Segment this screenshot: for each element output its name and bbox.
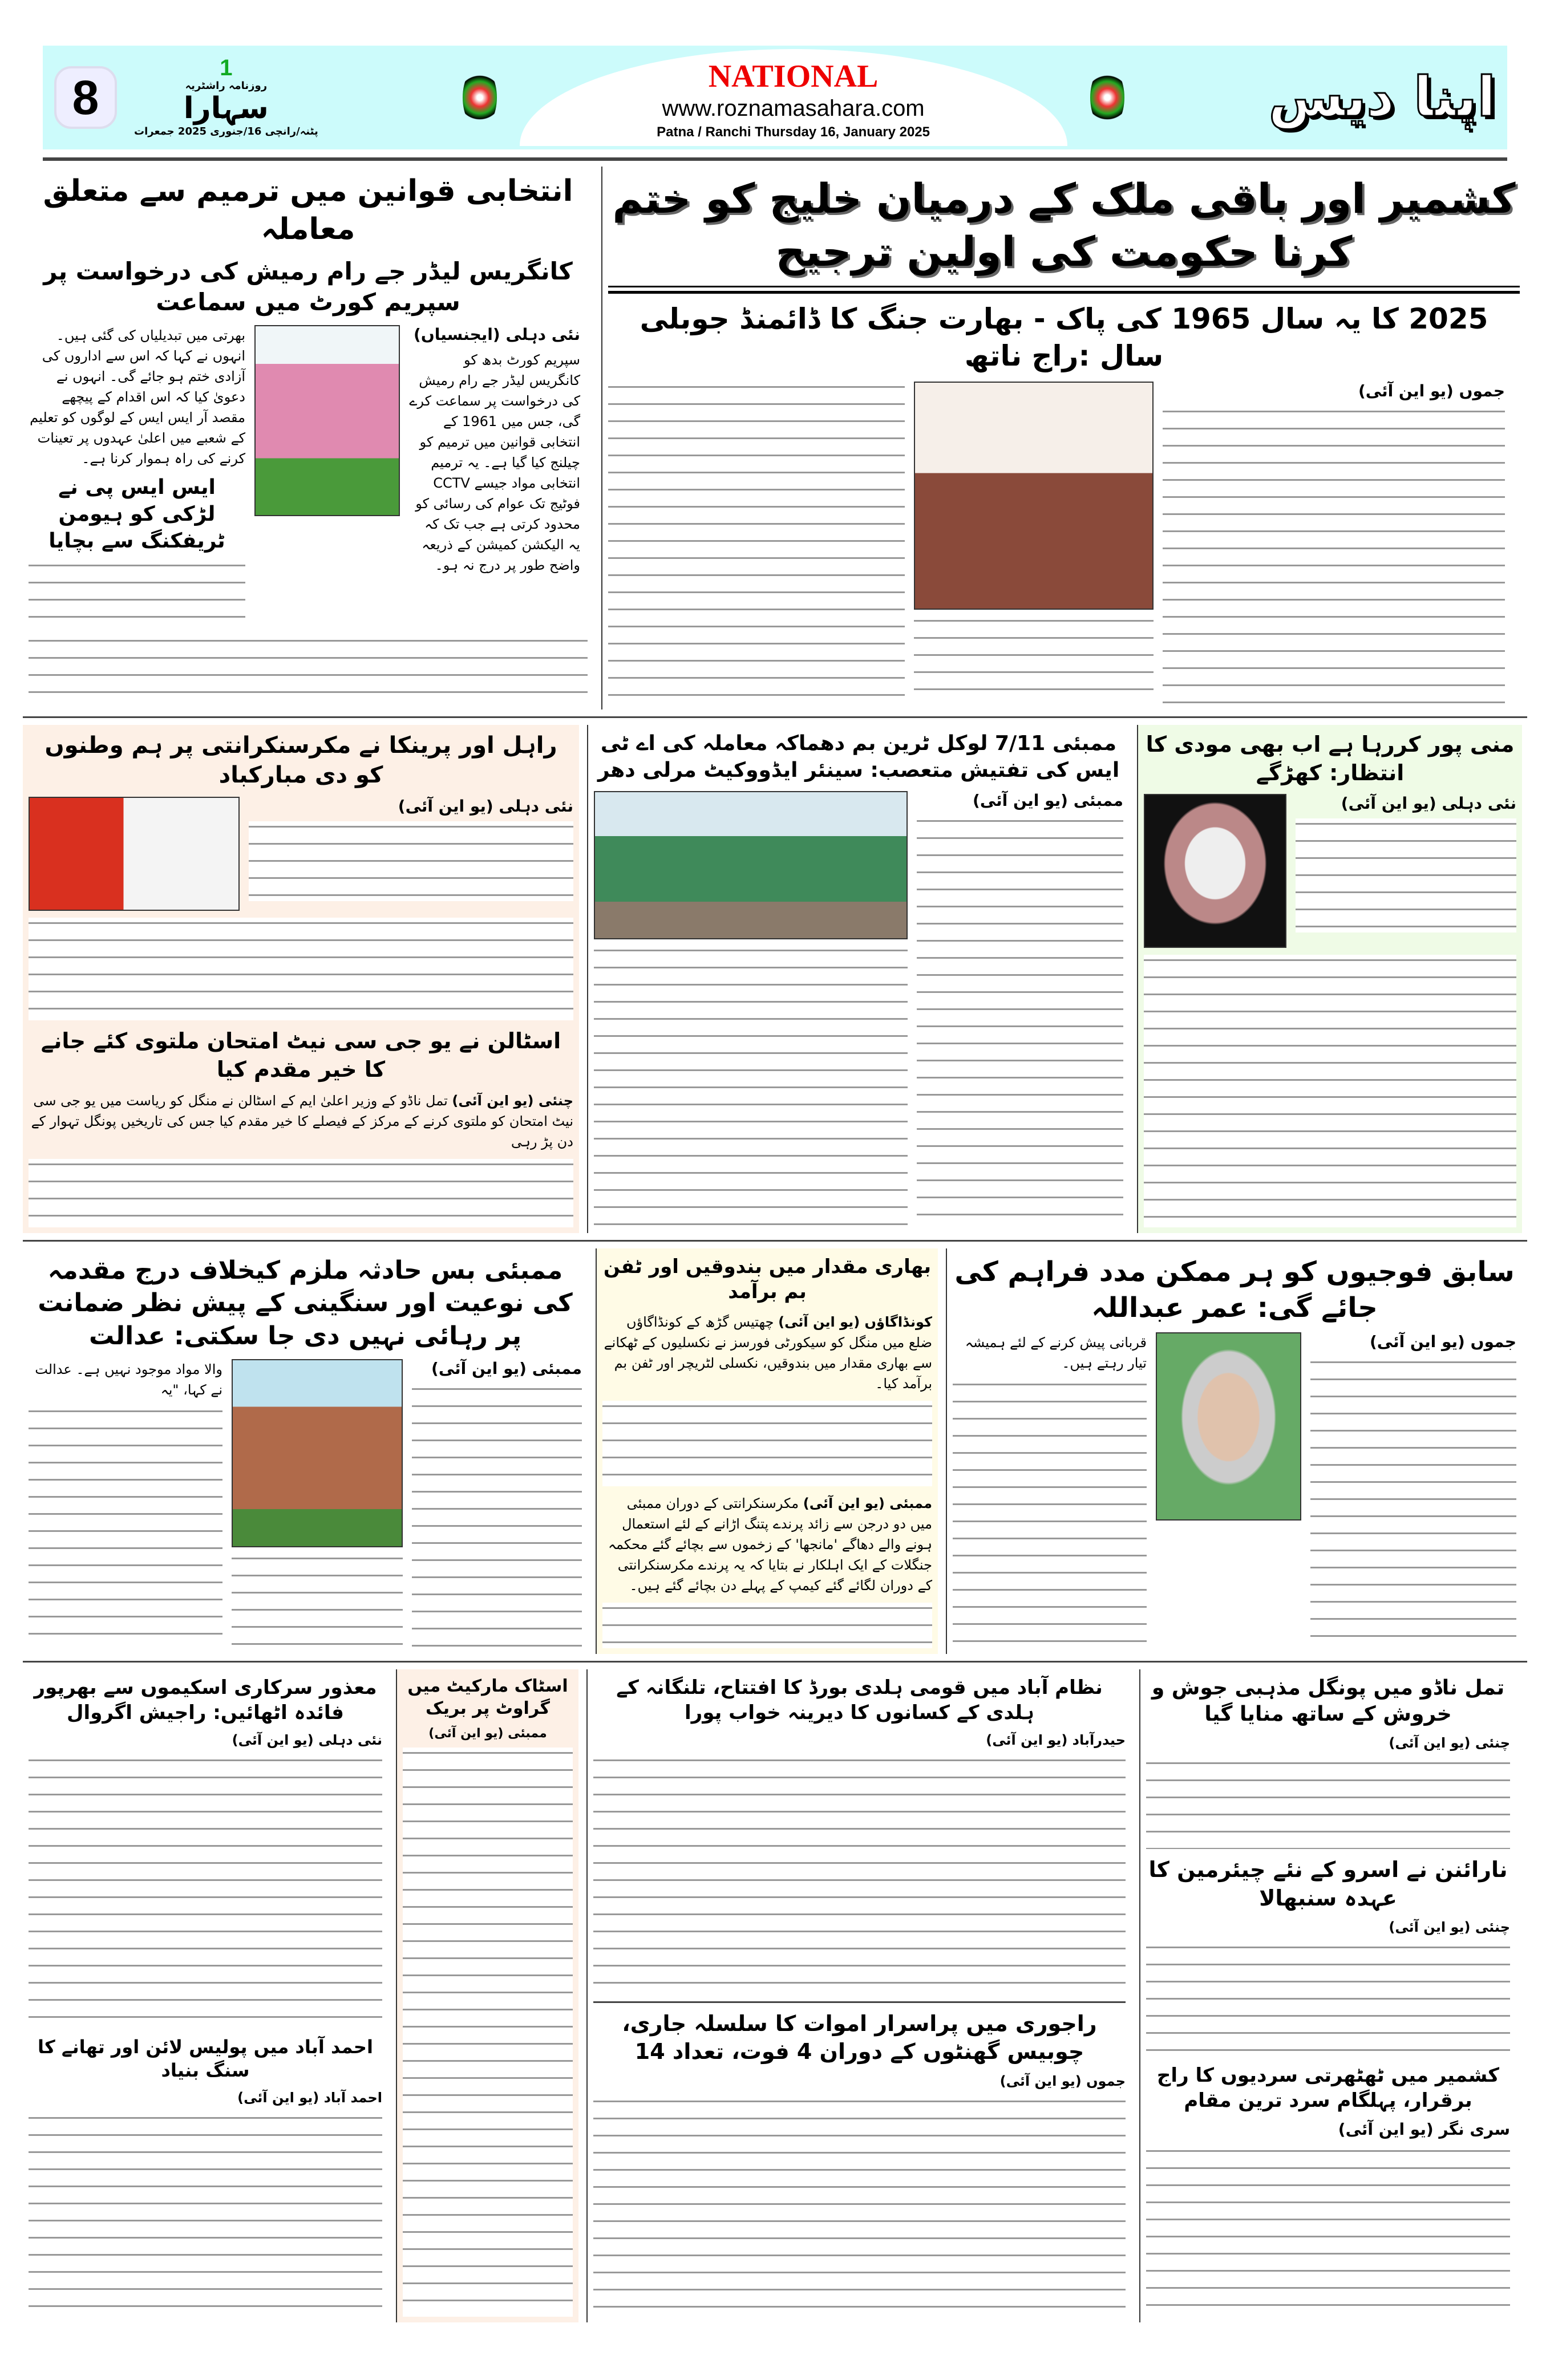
- article-body: [29, 560, 245, 629]
- logo-tagline: روزنامہ راشٹریہ: [185, 79, 268, 92]
- isro-headline[interactable]: نارائنن نے اسرو کے نئے چیئرمین کا عہدہ سنبھالا: [1148, 1857, 1508, 1911]
- rahul-headline[interactable]: راہل اور پرینکا نے مکرسنکرانتی پر ہم وطنوں کو دی مبارکباد: [44, 732, 557, 789]
- bus-right-column: [412, 1359, 582, 1648]
- weapons-headline[interactable]: بھاری مقدار میں بندوقیں اور ٹفن بم برآمد: [603, 1255, 932, 1304]
- kharge-headline[interactable]: منی پور کررہا ہے اب بھی مودی کا انتظار: کھڑگے: [1146, 732, 1515, 785]
- article-body: [403, 1748, 573, 2317]
- pongal-headline[interactable]: تمل ناڈو میں پونگل مذہبی جوش و خروش کے ساتھ منایا گیا: [1151, 1676, 1505, 1726]
- article-body: [1163, 406, 1505, 704]
- weapons-story-box: [596, 1248, 938, 1653]
- article-body: [602, 1401, 932, 1486]
- divider: [23, 1240, 1527, 1242]
- lead-headline[interactable]: کشمیر اور باقی ملک کے درمیان خلیج کو ختم کرنا حکومت کی اولین ترجیح: [612, 174, 1516, 276]
- section-title: NATIONAL: [708, 59, 879, 94]
- agarwal-column: [23, 1669, 388, 2323]
- article-body: [29, 635, 588, 704]
- photo-train: [594, 791, 908, 939]
- article-snippet: والا مواد موجود نہیں ہے۔ عدالت نے کہا، "یہ: [35, 1361, 222, 1398]
- article-snippet: قربانی پیش کرنے کے لئے ہمیشہ تیار رہتے ہیں۔: [965, 1334, 1147, 1371]
- lead-right-column: [1163, 382, 1505, 704]
- dateline: چنئی (یو این آئی): [1389, 1735, 1510, 1751]
- dateline: حیدرآباد (یو این آئی): [986, 1732, 1126, 1748]
- omar-left-column: [953, 1332, 1147, 1648]
- rahul-story-box: [23, 725, 579, 1233]
- kharge-text-column: [1296, 794, 1516, 932]
- court-story: [23, 167, 593, 710]
- agarwal-headline[interactable]: معذور سرکاری اسکیموں سے بھرپور فائدہ اٹھائیں: راجیش اگروال: [34, 1676, 377, 1724]
- website-link[interactable]: www.roznamasahara.com: [662, 95, 925, 121]
- article-body: [1310, 1357, 1516, 1648]
- nizamabad-headline[interactable]: نظام آباد میں قومی ہلدی بورڈ کا افتتاح، تلنگانہ کے ہلدی کے کسانوں کا دیرینہ خواب پورا: [616, 1676, 1103, 1724]
- omar-story: [946, 1248, 1522, 1653]
- dateline: جموں (یو این آئی): [999, 2073, 1126, 2089]
- dateline: نئی دہلی (یو این آئی): [398, 797, 573, 816]
- article-body: [917, 816, 1123, 1227]
- page-number: 8: [54, 66, 117, 129]
- lead-story: [601, 167, 1525, 710]
- photo-supreme-court: [254, 325, 400, 516]
- masthead: [43, 46, 1507, 149]
- dateline: ممبئی (یو این آئی): [431, 1359, 582, 1378]
- kashmir-headline[interactable]: کشمیر میں ٹھٹھرتی سردیوں کا راج برقرار، پہلگام سرد ترین مقام: [1156, 2063, 1500, 2113]
- ahmedabad-headline[interactable]: احمد آباد میں پولیس لائن اور تھانے کا سنگ بنیاد: [38, 2036, 373, 2082]
- omar-right-column: [1310, 1332, 1516, 1648]
- article-body: [29, 918, 573, 1020]
- stock-headline[interactable]: اسٹاک مارکیٹ میں گراوٹ پر بریک: [407, 1676, 568, 1718]
- article-body: [1146, 2146, 1510, 2317]
- middle-bottom-column: [586, 1669, 1131, 2323]
- court-subheadline[interactable]: کانگریس لیڈر جے رام رمیش کی درخواست پر سپریم کورٹ میں سماعت: [43, 257, 573, 317]
- dateline: جموں (یو این آئی): [1369, 1332, 1516, 1351]
- dateline: احمد آباد (یو این آئی): [237, 2090, 382, 2106]
- dateline: جموں (یو این آئی): [1358, 381, 1505, 400]
- section-title-urdu: اپنا دیس: [1268, 65, 1496, 129]
- kharge-columns: [1144, 794, 1516, 948]
- kharge-story-box: [1137, 725, 1522, 1233]
- article-body: [914, 615, 1154, 704]
- article-body: [232, 1553, 403, 1648]
- photo-omar-abdullah: [1156, 1332, 1301, 1521]
- train-photo-column: [594, 791, 908, 1227]
- article-body: سپریم کورٹ بدھ کو کانگریس لیڈر جے رام رمیش کی درخواست پر سماعت کرے گی، جس میں 1961 کے انتخابی قوانین میں ترمیم کو چیلنج کیا گیا ہے۔ یہ ترمیم انتخابی مواد جیسے CCTV فوٹیج تک عوام کی رسائی کو محدود کرتی ہے جب تک کہ یہ الیکشن کمیشن کے ذریعہ واضح طور پر درج نہ ہو۔: [409, 351, 580, 573]
- logo-number: 1: [220, 55, 233, 80]
- bus-columns: [29, 1359, 582, 1648]
- article-body: [594, 945, 908, 1227]
- court-right-column: [409, 325, 580, 575]
- dateline: چنئی (یو این آئی): [1389, 1919, 1510, 1935]
- sunburst-icon: [463, 66, 497, 129]
- photo-rajnath: [914, 382, 1154, 610]
- article-body: [1146, 1758, 1510, 1849]
- bus-photo-column: [232, 1359, 403, 1648]
- article-body: [602, 1603, 932, 1648]
- dateline: ممبئی (یو این آئی): [428, 1726, 547, 1741]
- date-english: Patna / Ranchi Thursday 16, January 2025: [657, 124, 930, 140]
- stock-story-box: [396, 1669, 578, 2323]
- article-body: [953, 1379, 1147, 1648]
- article-body: [602, 1493, 932, 1596]
- lead-columns: [608, 382, 1520, 704]
- court-left-column: [29, 325, 245, 629]
- article-body: [29, 1159, 573, 1227]
- divider: [23, 716, 1527, 718]
- train-columns: [594, 791, 1123, 1227]
- row-third: [23, 1248, 1527, 1653]
- newspaper-logo: سہارا: [183, 91, 269, 126]
- row-bottom: [23, 1669, 1527, 2323]
- dateline: نئی دہلی (یو این آئی): [232, 1732, 382, 1748]
- article-body: [593, 2096, 1126, 2317]
- article-snippet: تمل ناڈو کے وزیر اعلیٰ ایم کے اسٹالن نے منگل کو ریاست میں یو جی سی نیٹ امتحان کو ملتوی کرنے کے مرکز کے فیصلے کا خیر مقدم کیا جس کی تاریخیں پونگل تہوار کے دن پڑ رہی: [31, 1093, 573, 1150]
- logo-block: [134, 56, 318, 139]
- court-columns: [29, 325, 588, 629]
- dateline: سری نگر (یو این آئی): [1338, 2120, 1510, 2139]
- rajouri-headline[interactable]: راجوری میں پراسرار اموات کا سلسلہ جاری، چوبیس گھنٹوں کے دوران 4 فوت، تعداد 14: [622, 2010, 1097, 2065]
- article-body: [602, 1312, 932, 1394]
- bus-story: [23, 1248, 588, 1653]
- article-body: [608, 382, 905, 704]
- dateline: نئی دہلی (یو این آئی): [1341, 794, 1516, 813]
- photo-kharge: [1144, 794, 1286, 948]
- masthead-dome: [520, 49, 1067, 146]
- sunburst-icon: [1090, 66, 1124, 129]
- omar-headline[interactable]: سابق فوجیوں کو ہر ممکن مدد فراہم کی جائے گی: عمر عبداللہ: [954, 1256, 1515, 1324]
- article-body: [593, 1755, 1126, 1994]
- dateline: کونڈاگاؤں (یو این آئی): [778, 1313, 932, 1330]
- bus-headline[interactable]: ممبئی بس حادثہ ملزم کیخلاف درج مقدمہ کی نوعیت اور سنگینی کے پیش نظر ضمانت پر رہائی نہیں دی جا سکتی: عدالت: [38, 1256, 573, 1351]
- divider: [608, 286, 1520, 294]
- photo-high-court: [232, 1359, 403, 1547]
- sub-headline[interactable]: ایس ایس پی نے لڑکی کو ہیومن ٹریفکنگ سے بچایا: [48, 475, 225, 553]
- divider: [593, 2001, 1126, 2003]
- right-bottom-column: [1139, 1669, 1516, 2323]
- article-body: [249, 821, 573, 901]
- row-top: [23, 167, 1527, 710]
- divider: [43, 157, 1507, 161]
- article-body: بھرتی میں تبدیلیاں کی گئی ہیں۔ انہوں نے کہا کہ اس سے اداروں کی آزادی ختم ہو جائے گی۔ انہوں نے دعویٰ کیا کہ اس اقدام کے پیچھے مقصد آر ایس ایس کے لوگوں کو تعلیم کے شعبے میں اعلیٰ عہدوں پر تعینات کرنے کی راہ ہموار کرنا ہے۔: [30, 327, 245, 467]
- article-snippet: مکرسنکرانتی کے دوران ممبئی میں دو درجن سے زائد پرندے پتنگ اڑانے کے لئے استعمال ہونے والے دھاگے 'مانجھا' کے زخموں سے بچائے گئے محکمہ جنگلات کے ایک اہلکار نے بتایا کہ یہ پرندے مکرسنکرانتی کے دوران لگائے گئے کیمپ کے پہلے دن بچائے گئے ہیں۔: [608, 1495, 932, 1594]
- bus-left-column: [29, 1359, 222, 1648]
- lead-photo-column: [914, 382, 1154, 704]
- masthead-left: [54, 49, 318, 146]
- train-headline[interactable]: ممبئی 7/11 لوکل ٹرین بم دھماکہ معاملہ کی اے ٹی ایس کی تفتیش متعصب: سینئر ایڈووکیٹ مرلی دھر: [597, 732, 1120, 782]
- omar-columns: [953, 1332, 1516, 1648]
- photo-rahul-priyanka: [29, 797, 240, 911]
- article-body: [412, 1384, 582, 1648]
- article-body: [1296, 818, 1516, 932]
- article-body: [1144, 955, 1516, 1227]
- article-body: [29, 1755, 382, 2029]
- divider: [23, 1661, 1527, 1663]
- rahul-text-column: [249, 797, 573, 901]
- rahul-columns: [29, 797, 573, 911]
- date-urdu: پٹنہ/رانچی 16/جنوری 2025 جمعرات: [134, 125, 318, 138]
- dateline: ممبئی (یو این آئی): [803, 1495, 932, 1511]
- train-text-column: [917, 791, 1123, 1227]
- stalin-headline[interactable]: اسٹالن نے یو جی سی نیٹ امتحان ملتوی کئے جانے کا خیر مقدم کیا: [41, 1028, 561, 1082]
- article-body: [1146, 1942, 1510, 2056]
- lead-subheadline[interactable]: 2025 کا یہ سال 1965 کی پاک - بھارت جنگ کا ڈائمنڈ جوبلی سال :راج ناتھ: [640, 302, 1488, 372]
- article-body: [29, 1090, 573, 1152]
- article-body: [29, 2113, 382, 2317]
- row-second: [23, 725, 1527, 1233]
- train-story: [587, 725, 1129, 1233]
- dateline: چنئی (یو این آئی): [452, 1093, 573, 1109]
- court-headline[interactable]: انتخابی قوانین میں ترمیم سے متعلق معاملہ: [43, 173, 573, 247]
- article-body: [29, 1406, 222, 1648]
- masthead-center: [463, 49, 1124, 146]
- dateline: نئی دہلی (ایجنسیاں): [414, 325, 580, 344]
- article-snippet: چھتیس گڑھ کے کونڈاگاؤں ضلع میں منگل کو سیکورٹی فورسز نے نکسلیوں کے ٹھکانے سے بھاری مقدار میں بندوقیں، نکسلی لٹریچر اور ٹفن بم برآمد کیا۔: [604, 1313, 932, 1392]
- dateline: ممبئی (یو این آئی): [973, 790, 1123, 810]
